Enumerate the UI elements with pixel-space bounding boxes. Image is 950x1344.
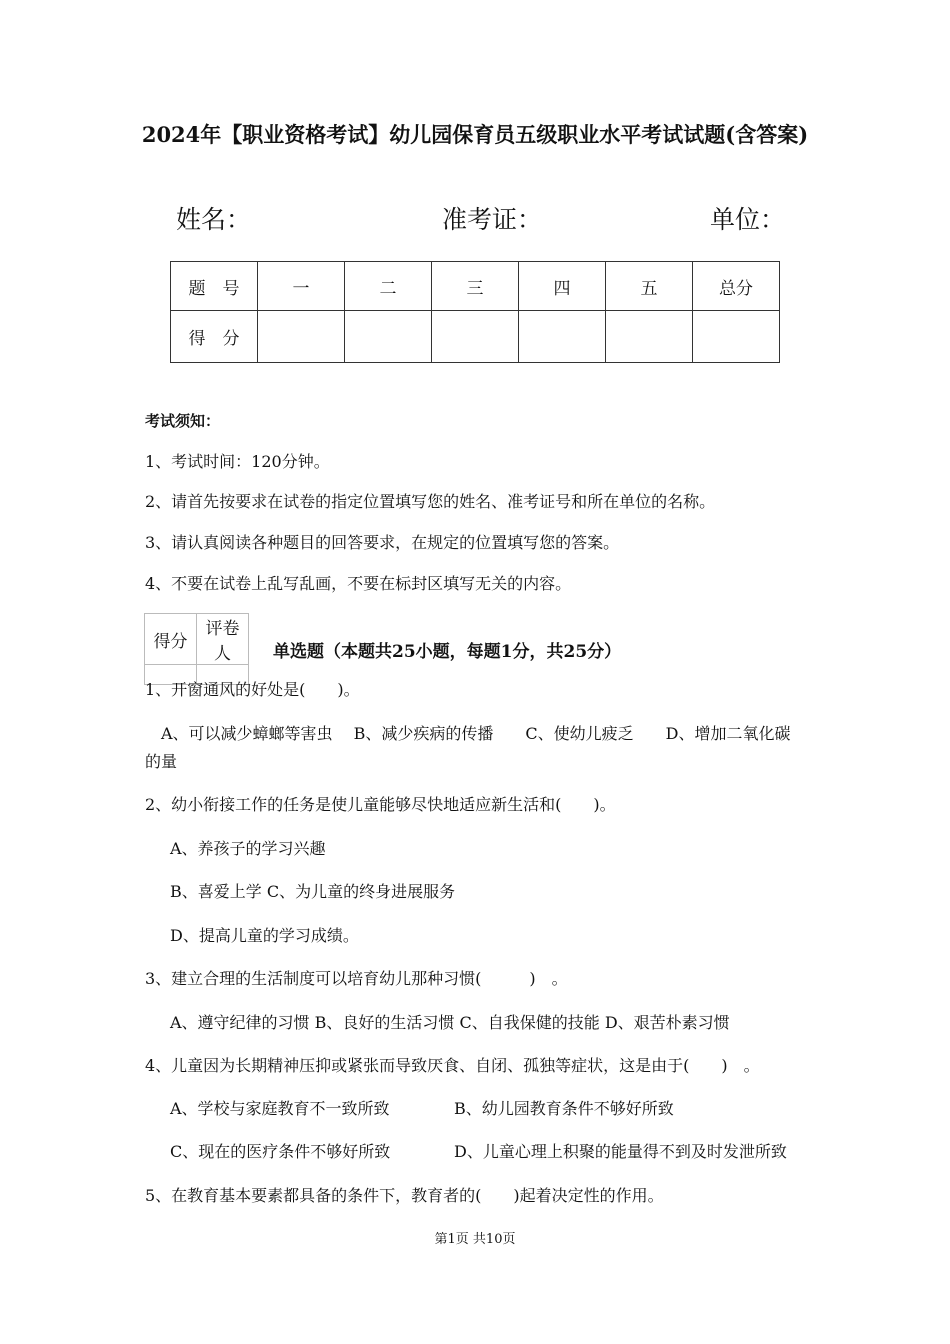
notice-item: 4、不要在试卷上乱写乱画，不要在标封区填写无关的内容。: [145, 574, 572, 593]
exam-id-label: 准考证：: [442, 205, 543, 234]
score-cell: [432, 311, 519, 363]
question-2-stem: 2、幼小衔接工作的任务是使儿童能够尽快地适应新生活和( )。: [145, 795, 616, 814]
grader-name-label: 评卷人: [197, 614, 249, 665]
question-1-options: A、可以减少蟑螂等害虫 B、减少疾病的传播 C、使幼儿疲乏 D、增加二氧化碳: [145, 724, 791, 743]
score-cell: [345, 311, 432, 363]
score-header-5: 五: [606, 262, 693, 311]
score-header-total: 总分: [693, 262, 780, 311]
score-cell: [519, 311, 606, 363]
score-header-4: 四: [519, 262, 606, 311]
notice-item: 3、请认真阅读各种题目的回答要求，在规定的位置填写您的答案。: [145, 533, 620, 552]
question-2-option-bc: B、喜爱上学 C、为儿童的终身进展服务: [170, 882, 456, 901]
name-label: 姓名：: [176, 205, 252, 234]
question-1-options-cont: 的量: [145, 752, 178, 771]
question-5-stem: 5、在教育基本要素都具备的条件下，教育者的( )起着决定性的作用。: [145, 1186, 664, 1205]
question-4-option-d: D、儿童心理上积聚的能量得不到及时发泄所致: [454, 1142, 787, 1161]
score-cell: [606, 311, 693, 363]
grader-score-label: 得分: [145, 614, 197, 665]
question-4-option-c: C、现在的医疗条件不够好所致: [170, 1142, 391, 1161]
score-table: [170, 261, 780, 363]
score-header-1: 一: [258, 262, 345, 311]
notice-item: 1、考试时间：120分钟。: [145, 452, 330, 471]
notice-heading: 考试须知：: [145, 412, 221, 430]
question-3-stem: 3、建立合理的生活制度可以培育幼儿那种习惯( ) 。: [145, 969, 568, 988]
score-cell: [258, 311, 345, 363]
question-4-stem: 4、儿童因为长期精神压抑或紧张而导致厌食、自闭、孤独等症状，这是由于( ) 。: [145, 1056, 760, 1075]
page-footer: 第1页 共10页: [434, 1232, 516, 1247]
score-cell: [693, 311, 780, 363]
notice-item: 2、请首先按要求在试卷的指定位置填写您的姓名、准考证号和所在单位的名称。: [145, 492, 716, 511]
score-row-label: 得 分: [171, 311, 258, 363]
score-header-3: 三: [432, 262, 519, 311]
question-3-options: A、遵守纪律的习惯 B、良好的生活习惯 C、自我保健的技能 D、艰苦朴素习惯: [170, 1013, 730, 1032]
page-title: 2024年【职业资格考试】幼儿园保育员五级职业水平考试试题(含答案): [141, 122, 809, 147]
question-4-option-a: A、学校与家庭教育不一致所致: [170, 1099, 390, 1118]
score-header-2: 二: [345, 262, 432, 311]
score-header-label: 题 号: [171, 262, 258, 311]
grader-box: [144, 613, 249, 685]
question-4-option-b: B、幼儿园教育条件不够好所致: [454, 1099, 674, 1118]
question-2-option-a: A、养孩子的学习兴趣: [170, 839, 326, 858]
question-2-option-d: D、提高儿童的学习成绩。: [170, 926, 359, 945]
section-title: 单选题（本题共25小题，每题1分，共25分）: [273, 642, 622, 662]
question-1-stem: 1、开窗通风的好处是( )。: [145, 680, 360, 699]
unit-label: 单位：: [710, 205, 786, 234]
